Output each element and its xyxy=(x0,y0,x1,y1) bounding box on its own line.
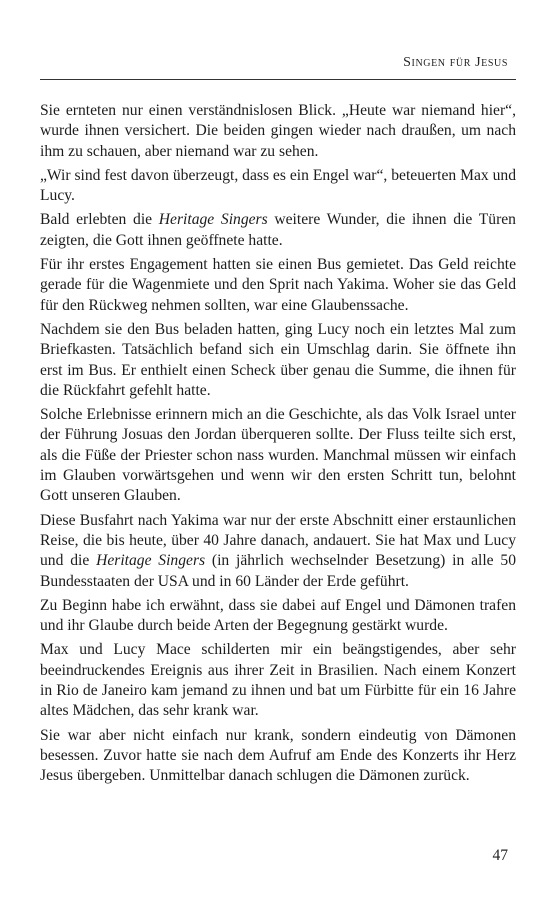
text-run: Zu Beginn habe ich erwähnt, dass sie dabei auf Engel und Dämonen trafen und ihr Glaube durch beide Arten der Begegnung gestärkt wurde. xyxy=(40,596,516,635)
paragraph xyxy=(40,511,516,592)
text-run: Bald erlebten die xyxy=(40,211,159,229)
text-run: „Wir sind fest davon überzeugt, dass es ein Engel war“, beteuerten Max und Lucy. xyxy=(40,166,516,205)
running-head: Singen für Jesus xyxy=(403,55,508,70)
paragraph xyxy=(40,210,516,251)
page-number: 47 xyxy=(492,847,508,864)
header-rule xyxy=(40,79,516,80)
body-text xyxy=(40,101,516,791)
italic-title: Heritage Singers xyxy=(158,211,268,229)
paragraph xyxy=(40,101,516,162)
text-run: Nachdem sie den Bus beladen hatten, ging Lucy noch ein letztes Mal zum Briefkasten. Tatsächlich befand sich ein Umschlag darin. Sie öffnete ihn erst im Bus. Er enthielt einen Scheck über genau die Summe, die ihnen für die Rückfahrt gefehlt hatte. xyxy=(40,320,516,399)
text-run: Solche Erlebnisse erinnern mich an die Geschichte, als das Volk Israel unter der Führung Josuas den Jordan überqueren sollte. Der Fluss teilte sich erst, als die Füße der Priester schon nass wurden. Manchmal müssen wir einfach im Glauben vorwärtsgehen und wenn wir den ersten Schritt tun, belohnt Gott unseren Glauben. xyxy=(40,406,516,505)
paragraph xyxy=(40,726,516,787)
text-run: Sie ernteten nur einen verständnislosen Blick. „Heute war niemand hier“, wurde ihnen versichert. Die beiden gingen wieder nach draußen, um nach ihm zu schauen, aber niemand war zu sehen. xyxy=(40,102,516,160)
paragraph xyxy=(40,255,516,316)
text-run: Sie war aber nicht einfach nur krank, sondern eindeutig von Dämonen besessen. Zuvor hatte sie nach dem Aufruf am Ende des Konzerts ihr Herz Jesus übergeben. Unmittelbar danach schlugen die Dämonen zurück. xyxy=(40,726,516,785)
text-run: Max und Lucy Mace schilderten mir ein beängstigendes, aber sehr beeindruckendes Ereignis aus ihrer Zeit in Brasilien. Nach einem Konzert in Rio de Janeiro kam jemand zu ihnen und bat um Fürbitte für ein 16 Jahre altes Mädchen, das sehr krank war. xyxy=(40,641,516,720)
text-run: (in jährlich wechselnder Besetzung) in alle 50 Bundesstaaten der USA und in 60 Länder der Erde geführt. xyxy=(40,552,516,590)
paragraph xyxy=(40,596,516,637)
italic-title: Heritage Singers xyxy=(96,552,206,570)
paragraph xyxy=(40,405,516,506)
paragraph xyxy=(40,320,516,401)
text-run: Für ihr erstes Engagement hatten sie einen Bus gemietet. Das Geld reichte gerade für die Wagenmiete und den Sprit nach Yakima. Woher sie das Geld für den Rückweg nehmen sollten, war eine Glaubenssache. xyxy=(40,256,516,314)
paragraph xyxy=(40,640,516,721)
text-run: weitere Wunder, die ihnen die Türen zeigten, die Gott ihnen geöffnete hatte. xyxy=(40,211,516,249)
text-run: Diese Busfahrt nach Yakima war nur der erste Abschnitt einer erstaunlichen Reise, die bis heute, über 40 Jahre danach, andauert. Sie hat Max und Lucy und die xyxy=(40,511,516,570)
paragraph xyxy=(40,166,516,207)
